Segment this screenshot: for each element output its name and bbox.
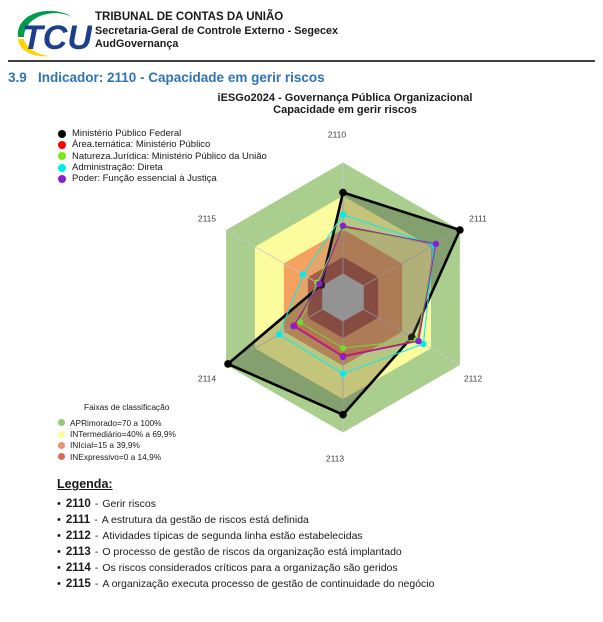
- series-dot: [58, 175, 66, 183]
- chart-title: [150, 93, 540, 116]
- legend-item: [57, 528, 434, 544]
- bullet-icon: •: [57, 578, 61, 590]
- tcu-logo: [12, 7, 92, 59]
- band-label: APRimorado=70 a 100%: [70, 417, 162, 428]
- logo-text: TCU: [22, 19, 92, 57]
- series-label: Natureza.Jurídica: Ministério Público da União: [72, 150, 267, 162]
- indicator-code: 2115: [65, 578, 91, 590]
- series-point-4-2115: [316, 281, 322, 287]
- series-label: Poder: Função essencial à Justiça: [72, 173, 217, 185]
- series-label: Área.temática: Ministério Público: [72, 139, 211, 151]
- tcu-logo-graphic: [12, 7, 92, 59]
- series-point-0-2110: [339, 189, 347, 197]
- band-dot: [58, 442, 65, 449]
- section-heading: [8, 70, 325, 85]
- series-dot: [58, 130, 66, 138]
- band-row: [58, 451, 176, 462]
- bullet-icon: •: [57, 530, 61, 542]
- band-dot: [58, 419, 65, 426]
- series-point-4-2112: [415, 338, 421, 344]
- legend-item: [57, 496, 434, 512]
- series-point-0-2113: [339, 411, 347, 419]
- separator: -: [94, 578, 99, 590]
- bullet-icon: •: [57, 562, 61, 574]
- indicator-desc: Os riscos considerados críticos para a organização são geridos: [102, 562, 398, 574]
- series-point-4-2114: [290, 323, 296, 329]
- indicator-code: 2110: [65, 498, 91, 510]
- series-point-4-2113: [340, 354, 346, 360]
- indicator-desc: A estrutura da gestão de riscos está definida: [101, 514, 309, 526]
- legend-item: [57, 544, 434, 560]
- series-point-3-2115: [300, 271, 306, 277]
- band-dot: [58, 453, 65, 460]
- series-label: Administração: Direta: [72, 162, 163, 174]
- indicator-desc: O processo de gestão de riscos da organização está implantado: [102, 546, 402, 558]
- indicator-code: 2112: [65, 530, 91, 542]
- band-label: INTermediário=40% a 69,9%: [70, 429, 176, 440]
- axis-label-2111: 2111: [469, 213, 487, 224]
- classification-bands-legend: [58, 402, 176, 463]
- org-unit: AudGovernança: [95, 37, 179, 50]
- legend-item: [57, 576, 434, 592]
- series-point-0-2114: [224, 360, 232, 368]
- separator: -: [94, 546, 99, 558]
- indicator-code: 2111: [65, 514, 91, 526]
- separator: -: [94, 498, 99, 510]
- axis-label-2115: 2115: [197, 213, 217, 224]
- bands-legend-title: Faixas de classificação: [84, 402, 170, 412]
- legend-heading: Legenda:: [57, 477, 113, 491]
- series-point-4-2111: [433, 241, 439, 247]
- separator: -: [94, 562, 99, 574]
- separator: -: [94, 530, 99, 542]
- series-dot: [58, 141, 66, 149]
- series-point-3-2110: [340, 212, 346, 218]
- indicator-code: 2113: [65, 546, 91, 558]
- indicator-desc: Atividades típicas de segunda linha estão estabelecidas: [102, 530, 363, 542]
- chart-title-line2: Capacidade em gerir riscos: [273, 103, 417, 116]
- series-point-0-2111: [456, 226, 464, 234]
- indicator-desc: Gerir riscos: [102, 498, 156, 510]
- bullet-icon: •: [57, 498, 61, 510]
- section-title: Indicador: 2110 - Capacidade em gerir riscos: [38, 70, 325, 85]
- org-secretariat: Secretaria-Geral de Controle Externo - Segecex: [95, 24, 339, 37]
- legend-item: [57, 560, 434, 576]
- series-dot: [58, 152, 66, 160]
- section-number: 3.9: [8, 70, 27, 85]
- band-dot: [58, 431, 65, 438]
- legend-section: [57, 477, 434, 592]
- separator: -: [94, 514, 98, 526]
- axis-label-2114: 2114: [197, 373, 217, 384]
- radar-chart: [150, 120, 540, 470]
- chart-title-line1: iESGo2024 - Governança Pública Organizacional: [217, 92, 473, 104]
- band-row: [58, 428, 176, 439]
- header-divider: [8, 60, 595, 62]
- series-label: Ministério Público Federal: [72, 128, 182, 140]
- band-label: INIcial=15 a 39,9%: [70, 440, 140, 451]
- org-name: TRIBUNAL DE CONTAS DA UNIÃO: [95, 11, 284, 23]
- series-point-3-2114: [276, 331, 282, 337]
- band-label: INExpressivo=0 a 14,9%: [70, 451, 162, 462]
- legend-item: [57, 512, 434, 528]
- axis-label-2112: 2112: [463, 373, 483, 384]
- bullet-icon: •: [57, 546, 61, 558]
- indicator-code: 2114: [65, 562, 91, 574]
- series-point-4-2110: [340, 223, 346, 229]
- indicator-desc: A organização executa processo de gestão de continuidade do negócio: [102, 578, 435, 590]
- band-row: [58, 440, 176, 451]
- axis-label-2113: 2113: [325, 453, 345, 464]
- bullet-icon: •: [57, 514, 61, 526]
- org-header: [95, 11, 338, 51]
- series-point-3-2113: [340, 371, 346, 377]
- series-dot: [58, 164, 66, 172]
- band-row: [58, 417, 176, 428]
- axis-label-2110: 2110: [327, 129, 347, 140]
